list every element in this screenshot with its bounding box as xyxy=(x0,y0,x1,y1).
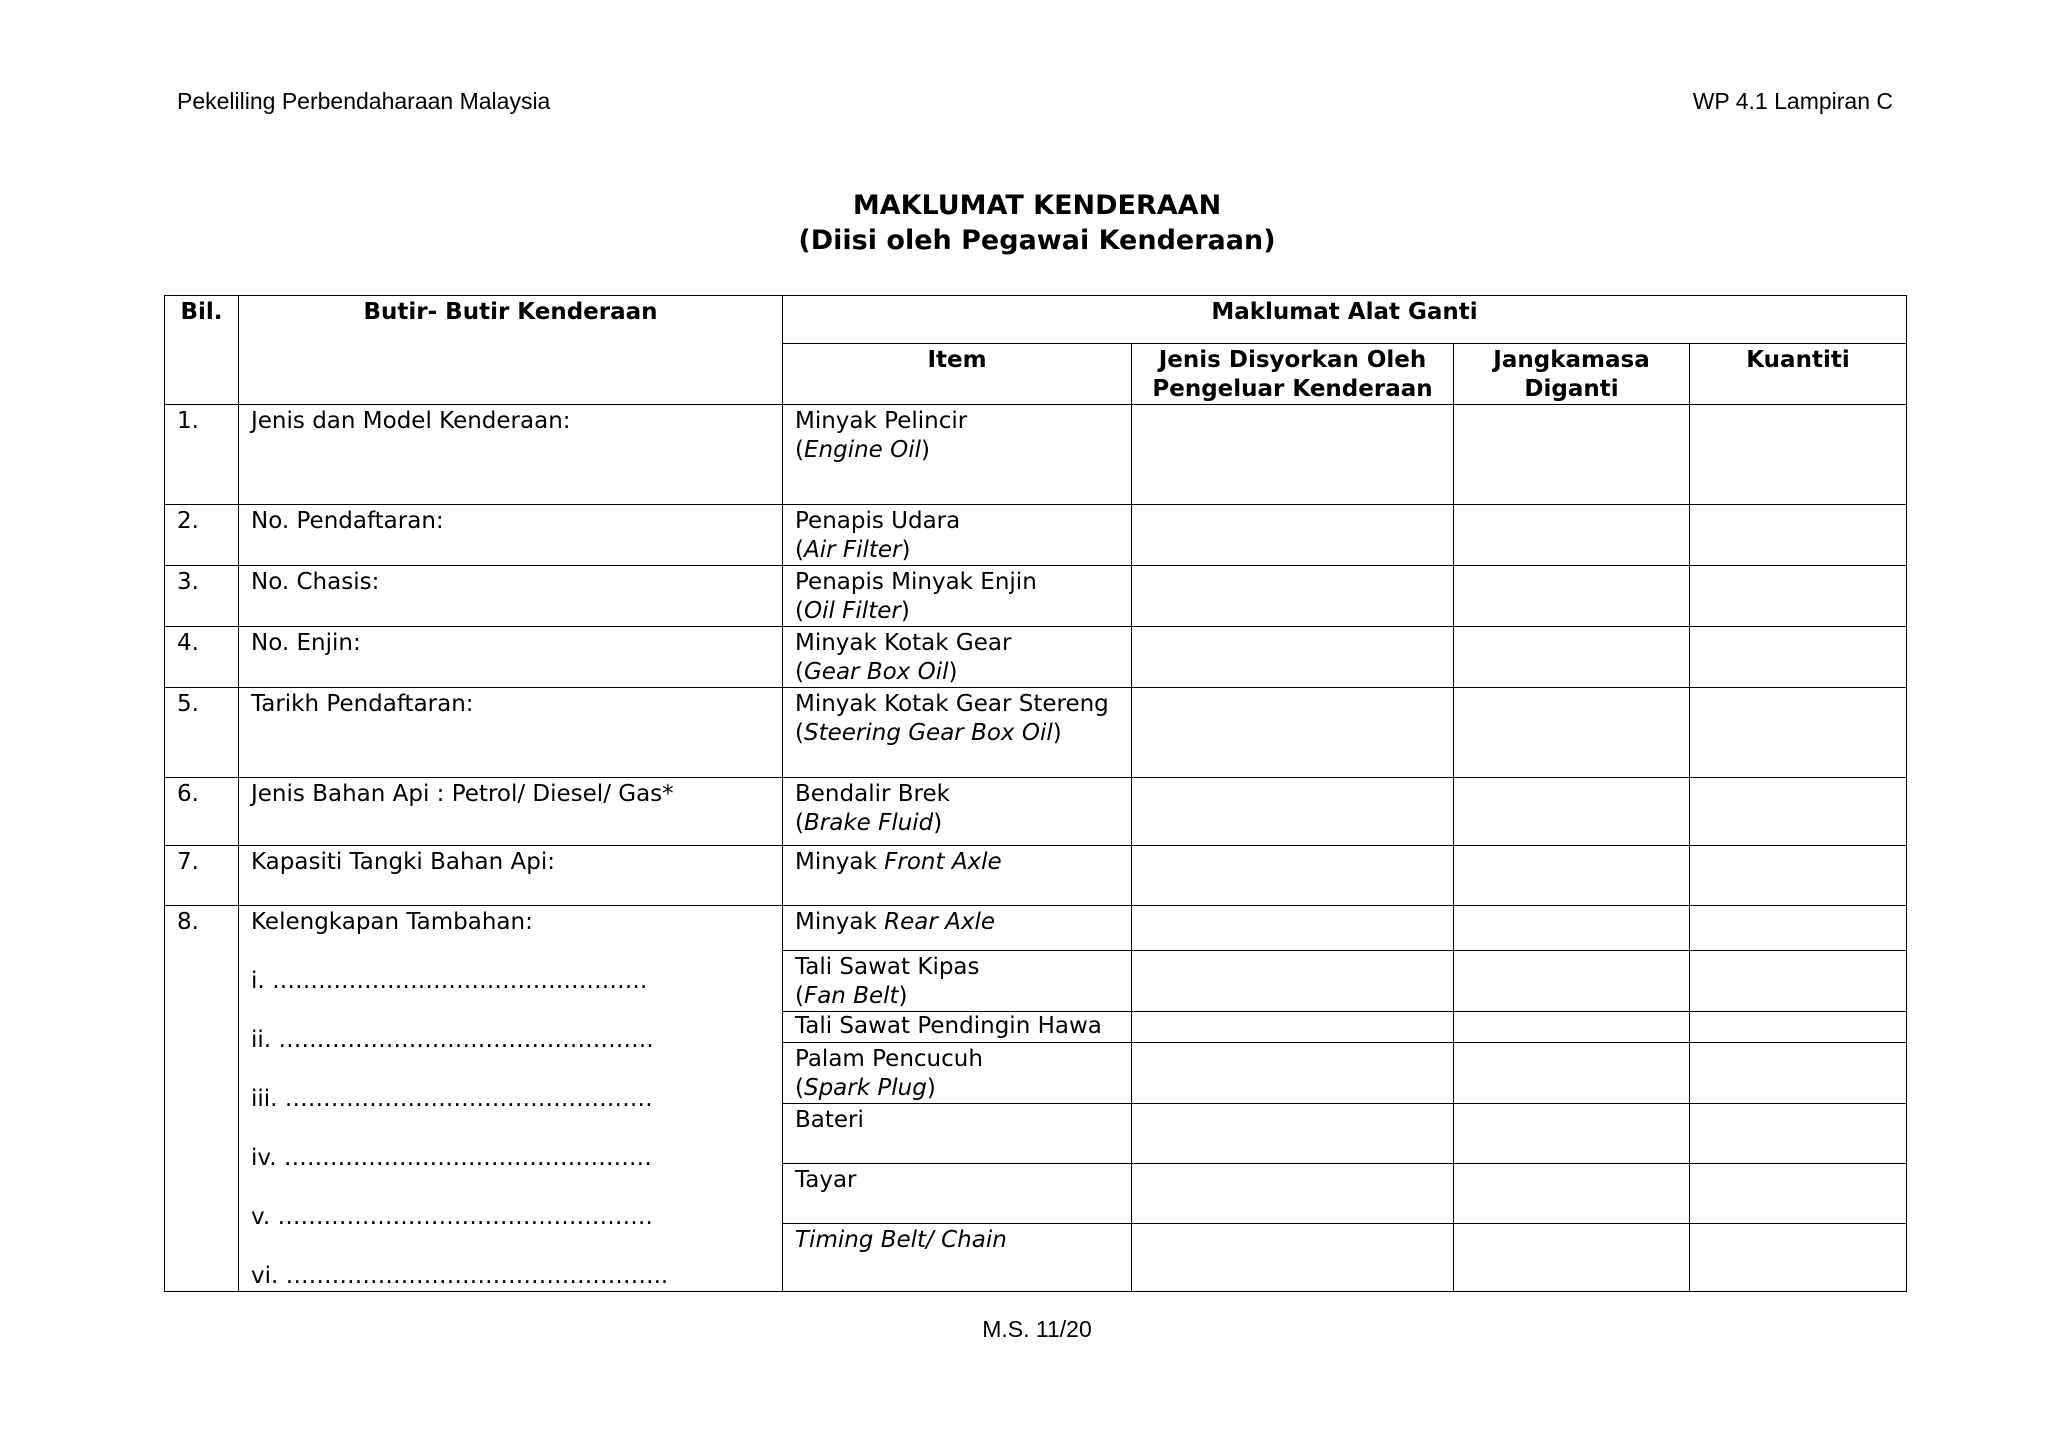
jangkamasa-field[interactable] xyxy=(1454,627,1690,688)
table-row xyxy=(165,846,1907,906)
jenis-field[interactable] xyxy=(1132,1043,1454,1104)
header-butir: Butir- Butir Kenderaan xyxy=(239,296,783,405)
kuantiti-field[interactable] xyxy=(1690,1224,1907,1292)
jenis-field[interactable] xyxy=(1132,405,1454,505)
item-cell: Palam Pencucuh (Spark Plug) xyxy=(783,1043,1132,1104)
item-cell: Bendalir Brek (Brake Fluid) xyxy=(783,778,1132,846)
jangkamasa-field[interactable] xyxy=(1454,778,1690,846)
vehicle-info-table xyxy=(164,295,1907,1292)
item-en: Engine Oil xyxy=(803,437,922,463)
kuantiti-field[interactable] xyxy=(1690,951,1907,1012)
kuantiti-field[interactable] xyxy=(1690,405,1907,505)
header-kuantiti: Kuantiti xyxy=(1690,344,1907,405)
jangkamasa-field[interactable] xyxy=(1454,1164,1690,1224)
kuantiti-field[interactable] xyxy=(1690,688,1907,778)
item-cell: Minyak Kotak Gear Stereng (Steering Gear Box Oil) xyxy=(783,688,1132,778)
item-cell: Tali Sawat Pendingin Hawa xyxy=(783,1012,1132,1043)
kuantiti-field[interactable] xyxy=(1690,1043,1907,1104)
table-row xyxy=(165,505,1907,566)
jenis-field[interactable] xyxy=(1132,906,1454,951)
header-jangkamasa: Jangkamasa Diganti xyxy=(1454,344,1690,405)
extra-line[interactable]: v. …………………………………………. xyxy=(251,1204,653,1230)
header-left-text: Pekeliling Perbendaharaan Malaysia xyxy=(177,88,551,114)
jenis-field[interactable] xyxy=(1132,688,1454,778)
detail-label: No. Enjin: xyxy=(239,627,783,688)
detail-label: Kelengkapan Tambahan: xyxy=(251,909,533,935)
item-ms: Minyak Pelincir xyxy=(795,408,968,434)
item-cell: Penapis Udara (Air Filter) xyxy=(783,505,1132,566)
extra-line[interactable]: iv. ………………………………………… xyxy=(251,1145,652,1171)
row-number: 8. xyxy=(165,906,239,1292)
item-cell: Minyak Kotak Gear (Gear Box Oil) xyxy=(783,627,1132,688)
jenis-field[interactable] xyxy=(1132,778,1454,846)
detail-label: Tarikh Pendaftaran: xyxy=(239,688,783,778)
jenis-field[interactable] xyxy=(1132,1104,1454,1164)
row-number: 2. xyxy=(165,505,239,566)
extra-line[interactable]: i. …………………………………………. xyxy=(251,968,648,994)
extra-line[interactable]: vi. ………………………………………….. xyxy=(251,1263,669,1289)
kuantiti-field[interactable] xyxy=(1690,627,1907,688)
jenis-field[interactable] xyxy=(1132,1012,1454,1043)
row-number: 1. xyxy=(165,405,239,505)
header-right-text: WP 4.1 Lampiran C xyxy=(1692,88,1893,114)
detail-label: No. Chasis: xyxy=(239,566,783,627)
row-number: 4. xyxy=(165,627,239,688)
kuantiti-field[interactable] xyxy=(1690,1104,1907,1164)
row-number: 3. xyxy=(165,566,239,627)
table-row xyxy=(165,688,1907,778)
table-row xyxy=(165,906,1907,951)
kuantiti-field[interactable] xyxy=(1690,906,1907,951)
row-number: 5. xyxy=(165,688,239,778)
extra-line[interactable]: ii. …………………………………………. xyxy=(251,1027,654,1053)
item-cell: Minyak Front Axle xyxy=(783,846,1132,906)
kuantiti-field[interactable] xyxy=(1690,846,1907,906)
kuantiti-field[interactable] xyxy=(1690,566,1907,627)
detail-label: No. Pendaftaran: xyxy=(239,505,783,566)
header-bil: Bil. xyxy=(165,296,239,405)
form-title: MAKLUMAT KENDERAAN xyxy=(852,190,1222,221)
table-row xyxy=(165,566,1907,627)
jenis-field[interactable] xyxy=(1132,846,1454,906)
table-row xyxy=(165,627,1907,688)
table-row xyxy=(165,405,1907,505)
item-cell: Tali Sawat Kipas (Fan Belt) xyxy=(783,951,1132,1012)
jenis-field[interactable] xyxy=(1132,1224,1454,1292)
jangkamasa-field[interactable] xyxy=(1454,1012,1690,1043)
detail-label: Kapasiti Tangki Bahan Api: xyxy=(239,846,783,906)
row-number: 6. xyxy=(165,778,239,846)
item-cell: Bateri xyxy=(783,1104,1132,1164)
jangkamasa-field[interactable] xyxy=(1454,405,1690,505)
jangkamasa-field[interactable] xyxy=(1454,566,1690,627)
jangkamasa-field[interactable] xyxy=(1454,951,1690,1012)
header-group-alat-ganti: Maklumat Alat Ganti xyxy=(783,296,1907,344)
kuantiti-field[interactable] xyxy=(1690,778,1907,846)
header-item: Item xyxy=(783,344,1132,405)
jangkamasa-field[interactable] xyxy=(1454,846,1690,906)
detail-label: Jenis Bahan Api : Petrol/ Diesel/ Gas* xyxy=(239,778,783,846)
table-row xyxy=(165,778,1907,846)
item-cell: Minyak Pelincir (Engine Oil) xyxy=(783,405,1132,505)
jangkamasa-field[interactable] xyxy=(1454,1224,1690,1292)
jenis-field[interactable] xyxy=(1132,505,1454,566)
jenis-field[interactable] xyxy=(1132,627,1454,688)
jangkamasa-field[interactable] xyxy=(1454,688,1690,778)
jenis-field[interactable] xyxy=(1132,1164,1454,1224)
row-number: 7. xyxy=(165,846,239,906)
jangkamasa-field[interactable] xyxy=(1454,1043,1690,1104)
item-cell: Timing Belt/ Chain xyxy=(783,1224,1132,1292)
detail-cell-extras xyxy=(239,906,783,1292)
item-cell: Minyak Rear Axle xyxy=(783,906,1132,951)
kuantiti-field[interactable] xyxy=(1690,1164,1907,1224)
item-cell: Penapis Minyak Enjin (Oil Filter) xyxy=(783,566,1132,627)
form-subtitle: (Diisi oleh Pegawai Kenderaan) xyxy=(798,225,1276,256)
kuantiti-field[interactable] xyxy=(1690,1012,1907,1043)
jangkamasa-field[interactable] xyxy=(1454,505,1690,566)
extra-line[interactable]: iii. ………………………………………… xyxy=(251,1086,653,1112)
jangkamasa-field[interactable] xyxy=(1454,906,1690,951)
detail-label: Jenis dan Model Kenderaan: xyxy=(239,405,783,505)
page-number: M.S. 11/20 xyxy=(982,1316,1092,1342)
jenis-field[interactable] xyxy=(1132,566,1454,627)
kuantiti-field[interactable] xyxy=(1690,505,1907,566)
header-jenis: Jenis Disyorkan Oleh Pengeluar Kenderaan xyxy=(1132,344,1454,405)
jenis-field[interactable] xyxy=(1132,951,1454,1012)
item-cell: Tayar xyxy=(783,1164,1132,1224)
jangkamasa-field[interactable] xyxy=(1454,1104,1690,1164)
